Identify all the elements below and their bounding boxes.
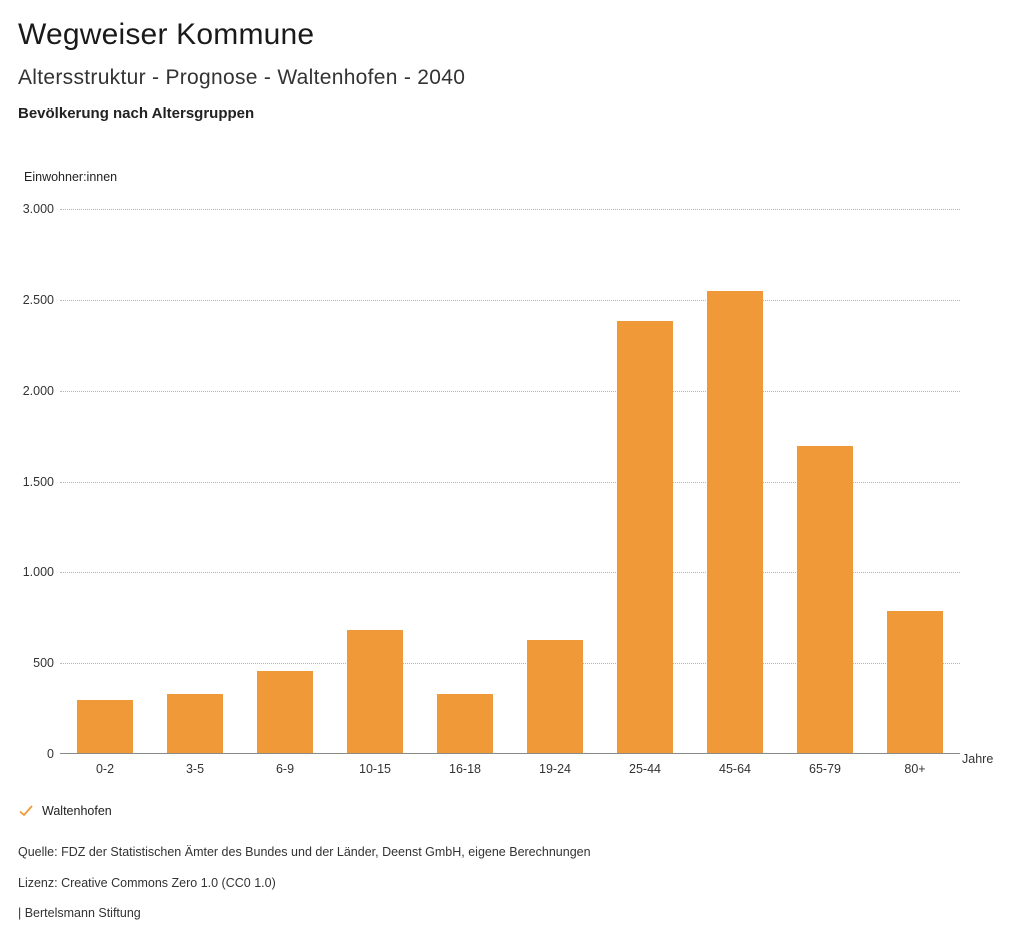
legend[interactable] [18,803,112,819]
bar[interactable] [527,640,583,754]
bar[interactable] [257,671,313,754]
bar-slot [600,209,690,754]
y-axis-tick-label: 0 [47,747,54,761]
y-axis-tick-label: 500 [33,656,54,671]
bar[interactable] [617,321,673,754]
publisher-note: | Bertelsmann Stiftung [18,906,141,920]
legend-label: Waltenhofen [42,804,112,818]
x-axis-tick-label: 3-5 [185,762,205,776]
x-axis-tick-label: 10-15 [359,762,391,776]
check-icon [18,803,34,819]
bar-slot [240,209,330,754]
plot-region [60,209,960,754]
x-axis-tick-label: 6-9 [275,762,295,776]
y-axis-tick-label: 1.000 [22,565,54,580]
bar[interactable] [347,630,403,754]
y-axis-tick-label: 2.000 [22,383,54,398]
bar-slot [420,209,510,754]
bar[interactable] [887,611,943,754]
y-axis-tick-label: 1.500 [22,474,54,489]
y-axis-tick-label: 3.000 [22,202,54,216]
bar[interactable] [797,446,853,754]
bar-slot [870,209,960,754]
bar[interactable] [437,694,493,754]
chart-sub-subtitle: Bevölkerung nach Altersgruppen [18,105,255,122]
license-note: Lizenz: Creative Commons Zero 1.0 (CC0 1.0) [18,876,276,890]
bar[interactable] [77,700,133,754]
page-title: Wegweiser Kommune [18,18,315,51]
x-axis-tick-labels [60,762,960,784]
x-axis-tick-label: 19-24 [539,762,571,776]
bar-slot [510,209,600,754]
bar-slot [690,209,780,754]
x-axis-tick-label: 65-79 [809,762,841,776]
x-axis-title: Jahre [962,752,994,766]
chart-subtitle: Altersstruktur - Prognose - Waltenhofen - 2040 [18,66,466,89]
x-axis-tick-label: 16-18 [449,762,481,776]
source-note: Quelle: FDZ der Statistischen Ämter des Bundes und der Länder, Deenst GmbH, eigene Berechnungen [18,845,591,859]
bar[interactable] [707,291,763,754]
y-axis-tick-label: 2.500 [22,292,54,307]
bar-slot [60,209,150,754]
x-axis-line [60,753,960,754]
x-axis-tick-label: 45-64 [719,762,751,776]
bar-slot [780,209,870,754]
bar-slot [330,209,420,754]
bar-slot [150,209,240,754]
x-axis-tick-label: 0-2 [95,762,115,776]
y-axis-title: Einwohner:innen [24,170,118,184]
bar-series [60,209,960,754]
bar[interactable] [167,694,223,754]
chart-area [0,150,1024,790]
x-axis-tick-label: 25-44 [629,762,661,776]
x-axis-tick-label: 80+ [904,762,926,776]
y-axis-tick-labels [0,202,54,761]
